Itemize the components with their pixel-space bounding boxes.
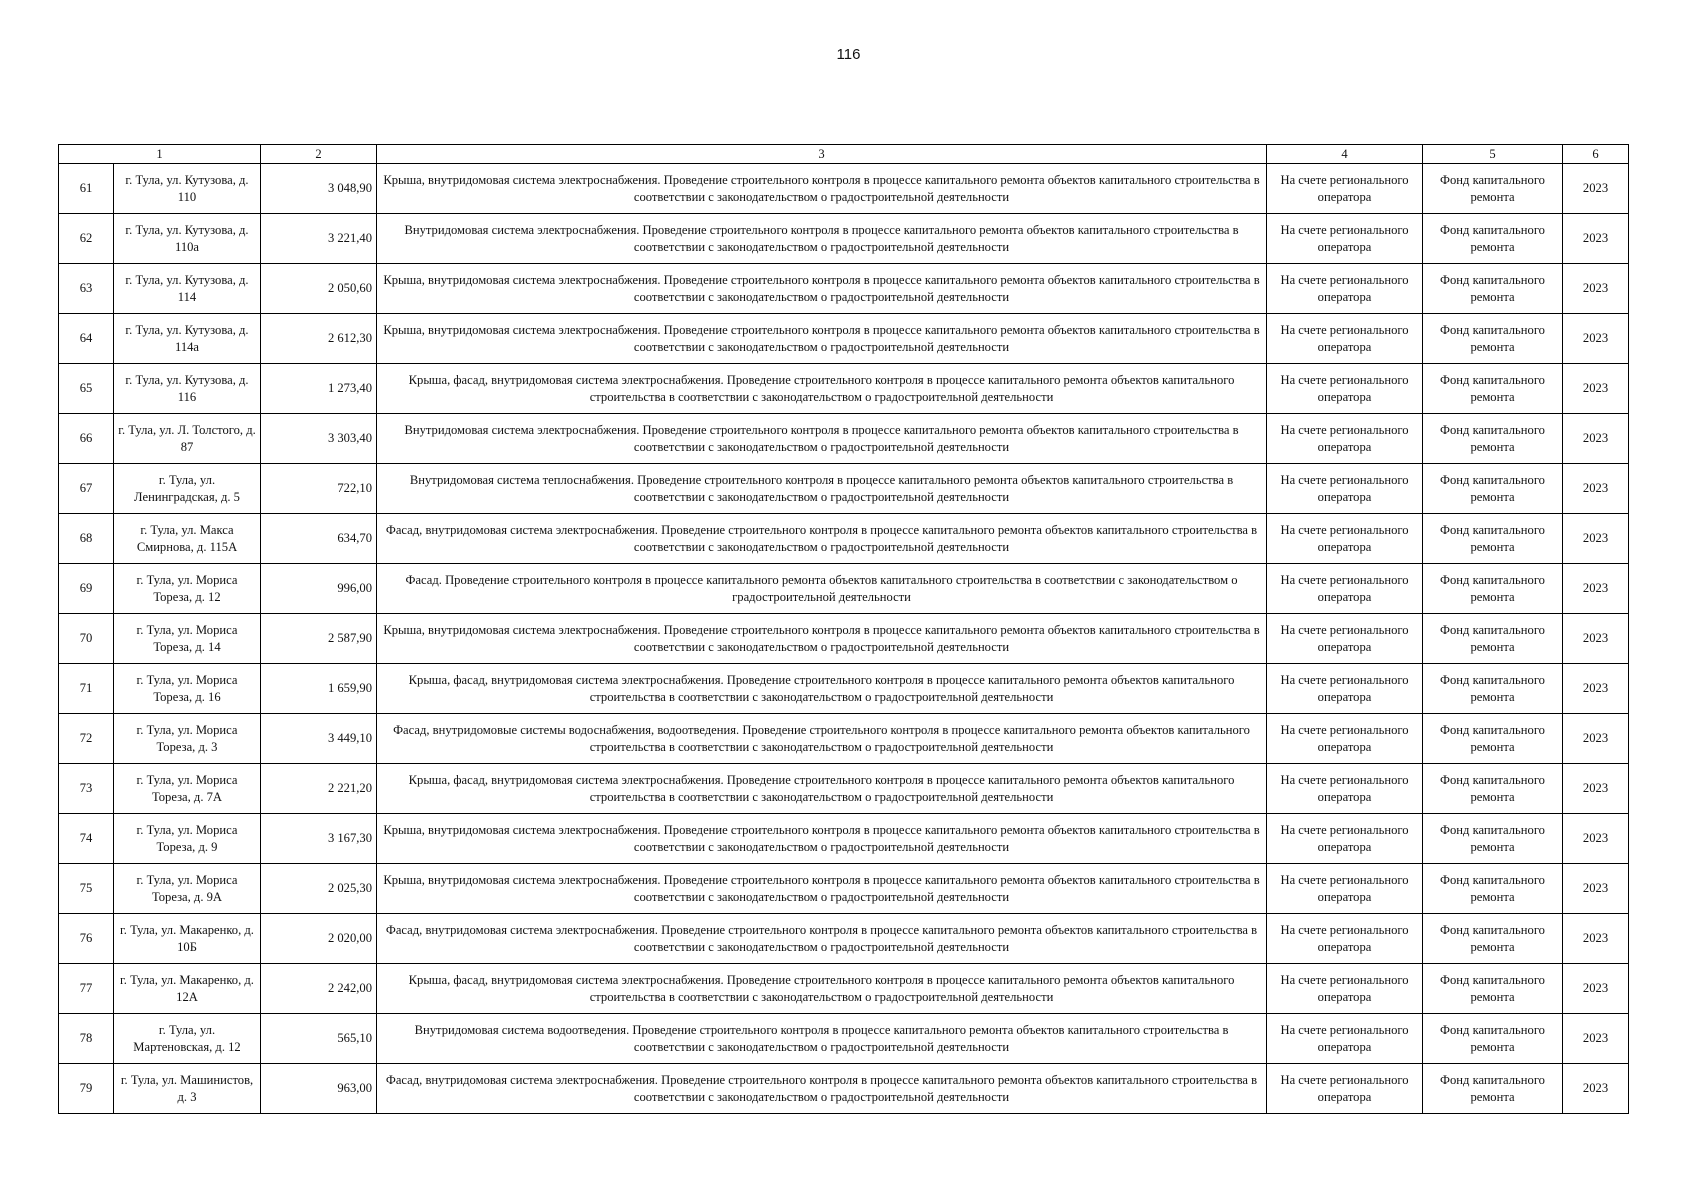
row-number: 61 [59, 164, 114, 214]
table-row [59, 464, 1629, 514]
table-row [59, 564, 1629, 614]
table-row [59, 664, 1629, 714]
area-cell: 3 449,10 [261, 714, 377, 764]
fund-cell: Фонд капитального ремонта [1423, 314, 1563, 364]
row-number: 70 [59, 614, 114, 664]
year-cell: 2023 [1563, 914, 1629, 964]
row-number: 62 [59, 214, 114, 264]
table-row [59, 914, 1629, 964]
table-row [59, 1064, 1629, 1114]
works-description-cell: Крыша, внутридомовая система электроснабжения. Проведение строительного контроля в процессе капитального ремонта объектов капитального строительства в соответствии с законодательством о градостроительной деятельности [377, 614, 1267, 664]
address-cell: г. Тула, ул. Мориса Тореза, д. 14 [114, 614, 261, 664]
row-number: 71 [59, 664, 114, 714]
column-header: 4 [1267, 145, 1423, 164]
address-cell: г. Тула, ул. Макаренко, д. 10Б [114, 914, 261, 964]
funding-source-cell: На счете регионального оператора [1267, 564, 1423, 614]
area-cell: 2 020,00 [261, 914, 377, 964]
funding-source-cell: На счете регионального оператора [1267, 1064, 1423, 1114]
area-cell: 565,10 [261, 1014, 377, 1064]
table-row [59, 214, 1629, 264]
area-cell: 996,00 [261, 564, 377, 614]
works-description-cell: Фасад, внутридомовые системы водоснабжения, водоотведения. Проведение строительного контроля в процессе капитального ремонта объектов капитального строительства в соответствии с законодательством о градостроительной деятельности [377, 714, 1267, 764]
table-row [59, 864, 1629, 914]
area-cell: 2 587,90 [261, 614, 377, 664]
works-description-cell: Фасад, внутридомовая система электроснабжения. Проведение строительного контроля в процессе капитального ремонта объектов капитального строительства в соответствии с законодательством о градостроительной деятельности [377, 1064, 1267, 1114]
table-row [59, 414, 1629, 464]
address-cell: г. Тула, ул. Мориса Тореза, д. 9 [114, 814, 261, 864]
address-cell: г. Тула, ул. Машинистов, д. 3 [114, 1064, 261, 1114]
table-row [59, 814, 1629, 864]
funding-source-cell: На счете регионального оператора [1267, 264, 1423, 314]
column-header: 2 [261, 145, 377, 164]
area-cell: 2 025,30 [261, 864, 377, 914]
column-number-row [59, 145, 1629, 164]
works-description-cell: Крыша, фасад, внутридомовая система электроснабжения. Проведение строительного контроля в процессе капитального ремонта объектов капитального строительства в соответствии с законодательством о градостроительной деятельности [377, 964, 1267, 1014]
year-cell: 2023 [1563, 564, 1629, 614]
year-cell: 2023 [1563, 414, 1629, 464]
fund-cell: Фонд капитального ремонта [1423, 714, 1563, 764]
funding-source-cell: На счете регионального оператора [1267, 414, 1423, 464]
area-cell: 1 659,90 [261, 664, 377, 714]
address-cell: г. Тула, ул. Кутузова, д. 110а [114, 214, 261, 264]
works-description-cell: Крыша, фасад, внутридомовая система электроснабжения. Проведение строительного контроля в процессе капитального ремонта объектов капитального строительства в соответствии с законодательством о градостроительной деятельности [377, 664, 1267, 714]
fund-cell: Фонд капитального ремонта [1423, 164, 1563, 214]
funding-source-cell: На счете регионального оператора [1267, 314, 1423, 364]
funding-source-cell: На счете регионального оператора [1267, 964, 1423, 1014]
row-number: 75 [59, 864, 114, 914]
works-description-cell: Внутридомовая система электроснабжения. Проведение строительного контроля в процессе капитального ремонта объектов капитального строительства в соответствии с законодательством о градостроительной деятельности [377, 414, 1267, 464]
fund-cell: Фонд капитального ремонта [1423, 514, 1563, 564]
address-cell: г. Тула, ул. Ленинградская, д. 5 [114, 464, 261, 514]
row-number: 73 [59, 764, 114, 814]
row-number: 78 [59, 1014, 114, 1064]
table-row [59, 764, 1629, 814]
area-cell: 722,10 [261, 464, 377, 514]
address-cell: г. Тула, ул. Мориса Тореза, д. 7А [114, 764, 261, 814]
funding-source-cell: На счете регионального оператора [1267, 864, 1423, 914]
works-description-cell: Крыша, внутридомовая система электроснабжения. Проведение строительного контроля в процессе капитального ремонта объектов капитального строительства в соответствии с законодательством о градостроительной деятельности [377, 264, 1267, 314]
year-cell: 2023 [1563, 614, 1629, 664]
column-header: 6 [1563, 145, 1629, 164]
works-description-cell: Внутридомовая система теплоснабжения. Проведение строительного контроля в процессе капитального ремонта объектов капитального строительства в соответствии с законодательством о градостроительной деятельности [377, 464, 1267, 514]
funding-source-cell: На счете регионального оператора [1267, 614, 1423, 664]
area-cell: 2 221,20 [261, 764, 377, 814]
year-cell: 2023 [1563, 314, 1629, 364]
fund-cell: Фонд капитального ремонта [1423, 414, 1563, 464]
works-description-cell: Крыша, внутридомовая система электроснабжения. Проведение строительного контроля в процессе капитального ремонта объектов капитального строительства в соответствии с законодательством о градостроительной деятельности [377, 314, 1267, 364]
address-cell: г. Тула, ул. Мориса Тореза, д. 3 [114, 714, 261, 764]
table-row [59, 514, 1629, 564]
row-number: 79 [59, 1064, 114, 1114]
row-number: 63 [59, 264, 114, 314]
fund-cell: Фонд капитального ремонта [1423, 364, 1563, 414]
row-number: 69 [59, 564, 114, 614]
area-cell: 3 303,40 [261, 414, 377, 464]
row-number: 65 [59, 364, 114, 414]
works-description-cell: Крыша, внутридомовая система электроснабжения. Проведение строительного контроля в процессе капитального ремонта объектов капитального строительства в соответствии с законодательством о градостроительной деятельности [377, 864, 1267, 914]
row-number: 76 [59, 914, 114, 964]
year-cell: 2023 [1563, 464, 1629, 514]
row-number: 77 [59, 964, 114, 1014]
row-number: 67 [59, 464, 114, 514]
year-cell: 2023 [1563, 964, 1629, 1014]
funding-source-cell: На счете регионального оператора [1267, 764, 1423, 814]
address-cell: г. Тула, ул. Мориса Тореза, д. 12 [114, 564, 261, 614]
row-number: 72 [59, 714, 114, 764]
fund-cell: Фонд капитального ремонта [1423, 464, 1563, 514]
year-cell: 2023 [1563, 514, 1629, 564]
row-number: 64 [59, 314, 114, 364]
year-cell: 2023 [1563, 364, 1629, 414]
year-cell: 2023 [1563, 764, 1629, 814]
funding-source-cell: На счете регионального оператора [1267, 1014, 1423, 1064]
address-cell: г. Тула, ул. Макса Смирнова, д. 115А [114, 514, 261, 564]
fund-cell: Фонд капитального ремонта [1423, 914, 1563, 964]
year-cell: 2023 [1563, 214, 1629, 264]
year-cell: 2023 [1563, 664, 1629, 714]
table-row [59, 1014, 1629, 1064]
area-cell: 1 273,40 [261, 364, 377, 414]
year-cell: 2023 [1563, 814, 1629, 864]
address-cell: г. Тула, ул. Кутузова, д. 114а [114, 314, 261, 364]
works-description-cell: Крыша, фасад, внутридомовая система электроснабжения. Проведение строительного контроля в процессе капитального ремонта объектов капитального строительства в соответствии с законодательством о градостроительной деятельности [377, 764, 1267, 814]
row-number: 66 [59, 414, 114, 464]
row-number: 74 [59, 814, 114, 864]
fund-cell: Фонд капитального ремонта [1423, 864, 1563, 914]
works-description-cell: Внутридомовая система водоотведения. Проведение строительного контроля в процессе капитального ремонта объектов капитального строительства в соответствии с законодательством о градостроительной деятельности [377, 1014, 1267, 1064]
address-cell: г. Тула, ул. Кутузова, д. 116 [114, 364, 261, 414]
row-number: 68 [59, 514, 114, 564]
fund-cell: Фонд капитального ремонта [1423, 1064, 1563, 1114]
table-row [59, 264, 1629, 314]
area-cell: 3 221,40 [261, 214, 377, 264]
address-cell: г. Тула, ул. Мартеновская, д. 12 [114, 1014, 261, 1064]
column-header: 3 [377, 145, 1267, 164]
table-row [59, 964, 1629, 1014]
area-cell: 2 612,30 [261, 314, 377, 364]
area-cell: 3 048,90 [261, 164, 377, 214]
year-cell: 2023 [1563, 1014, 1629, 1064]
works-description-cell: Фасад, внутридомовая система электроснабжения. Проведение строительного контроля в процессе капитального ремонта объектов капитального строительства в соответствии с законодательством о градостроительной деятельности [377, 914, 1267, 964]
fund-cell: Фонд капитального ремонта [1423, 214, 1563, 264]
area-cell: 3 167,30 [261, 814, 377, 864]
works-description-cell: Крыша, внутридомовая система электроснабжения. Проведение строительного контроля в процессе капитального ремонта объектов капитального строительства в соответствии с законодательством о градостроительной деятельности [377, 164, 1267, 214]
area-cell: 634,70 [261, 514, 377, 564]
funding-source-cell: На счете регионального оператора [1267, 664, 1423, 714]
column-header: 1 [59, 145, 261, 164]
fund-cell: Фонд капитального ремонта [1423, 764, 1563, 814]
fund-cell: Фонд капитального ремонта [1423, 564, 1563, 614]
year-cell: 2023 [1563, 264, 1629, 314]
works-description-cell: Фасад, внутридомовая система электроснабжения. Проведение строительного контроля в процессе капитального ремонта объектов капитального строительства в соответствии с законодательством о градостроительной деятельности [377, 514, 1267, 564]
table-row [59, 164, 1629, 214]
works-description-cell: Крыша, фасад, внутридомовая система электроснабжения. Проведение строительного контроля в процессе капитального ремонта объектов капитального строительства в соответствии с законодательством о градостроительной деятельности [377, 364, 1267, 414]
funding-source-cell: На счете регионального оператора [1267, 214, 1423, 264]
area-cell: 2 050,60 [261, 264, 377, 314]
fund-cell: Фонд капитального ремонта [1423, 814, 1563, 864]
funding-source-cell: На счете регионального оператора [1267, 464, 1423, 514]
table-body [59, 164, 1629, 1114]
year-cell: 2023 [1563, 164, 1629, 214]
area-cell: 963,00 [261, 1064, 377, 1114]
address-cell: г. Тула, ул. Мориса Тореза, д. 9А [114, 864, 261, 914]
funding-source-cell: На счете регионального оператора [1267, 514, 1423, 564]
page-number: 116 [836, 46, 861, 63]
fund-cell: Фонд капитального ремонта [1423, 264, 1563, 314]
funding-source-cell: На счете регионального оператора [1267, 914, 1423, 964]
year-cell: 2023 [1563, 864, 1629, 914]
year-cell: 2023 [1563, 1064, 1629, 1114]
address-cell: г. Тула, ул. Кутузова, д. 114 [114, 264, 261, 314]
works-description-cell: Внутридомовая система электроснабжения. Проведение строительного контроля в процессе капитального ремонта объектов капитального строительства в соответствии с законодательством о градостроительной деятельности [377, 214, 1267, 264]
address-cell: г. Тула, ул. Л. Толстого, д. 87 [114, 414, 261, 464]
funding-source-cell: На счете регионального оператора [1267, 714, 1423, 764]
works-description-cell: Фасад. Проведение строительного контроля в процессе капитального ремонта объектов капитального строительства в соответствии с законодательством о градостроительной деятельности [377, 564, 1267, 614]
fund-cell: Фонд капитального ремонта [1423, 664, 1563, 714]
funding-source-cell: На счете регионального оператора [1267, 814, 1423, 864]
works-description-cell: Крыша, внутридомовая система электроснабжения. Проведение строительного контроля в процессе капитального ремонта объектов капитального строительства в соответствии с законодательством о градостроительной деятельности [377, 814, 1267, 864]
fund-cell: Фонд капитального ремонта [1423, 1014, 1563, 1064]
address-cell: г. Тула, ул. Макаренко, д. 12А [114, 964, 261, 1014]
fund-cell: Фонд капитального ремонта [1423, 964, 1563, 1014]
area-cell: 2 242,00 [261, 964, 377, 1014]
column-header: 5 [1423, 145, 1563, 164]
fund-cell: Фонд капитального ремонта [1423, 614, 1563, 664]
address-cell: г. Тула, ул. Кутузова, д. 110 [114, 164, 261, 214]
funding-source-cell: На счете регионального оператора [1267, 364, 1423, 414]
capital-repair-table [58, 144, 1629, 1114]
table-row [59, 614, 1629, 664]
table-row [59, 714, 1629, 764]
address-cell: г. Тула, ул. Мориса Тореза, д. 16 [114, 664, 261, 714]
table-row [59, 314, 1629, 364]
table-row [59, 364, 1629, 414]
year-cell: 2023 [1563, 714, 1629, 764]
funding-source-cell: На счете регионального оператора [1267, 164, 1423, 214]
